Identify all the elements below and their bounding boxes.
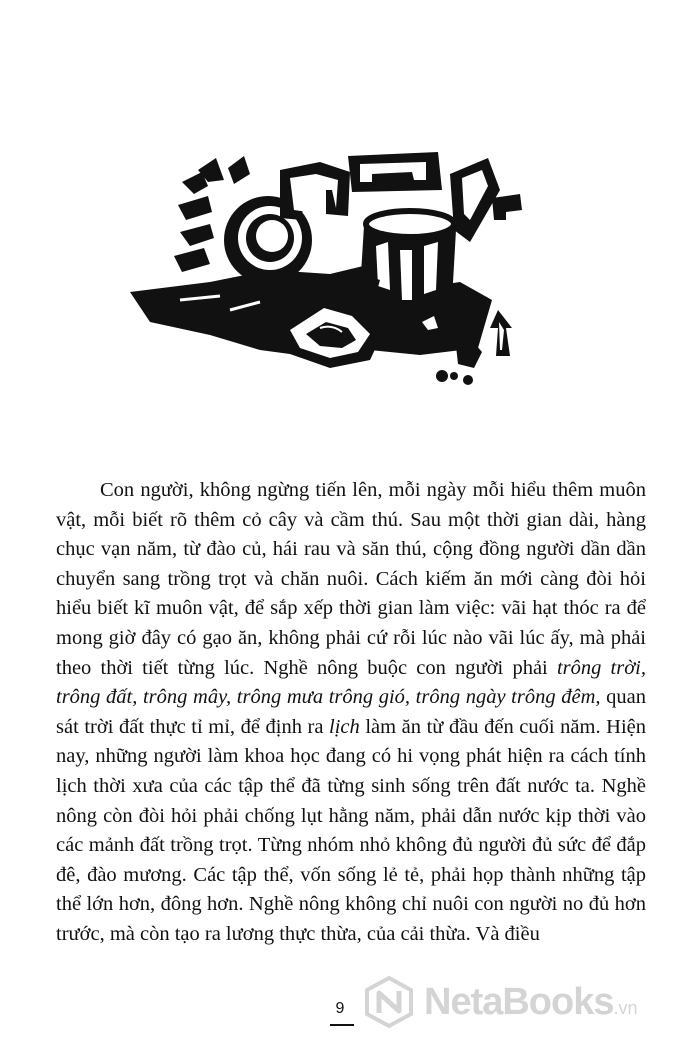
body-text <box>56 476 646 950</box>
paragraph-italic-term: lịch <box>329 715 360 738</box>
netabooks-logo-icon <box>362 975 416 1029</box>
artifacts-illustration <box>120 150 540 400</box>
watermark-brand: NetaBooks <box>424 980 614 1023</box>
paragraph-segment: quan sát trời đất thực tỉ mỉ, để định ra <box>56 686 646 738</box>
page-number: 9 <box>335 1000 345 1017</box>
paragraph <box>56 476 646 950</box>
paragraph-italic-segment: trông trời, trông đất, trông mây, trông mưa trông gió, trông ngày trông đêm, <box>56 656 646 709</box>
watermark-suffix: .vn <box>613 998 638 1018</box>
page-number-rule <box>330 1024 354 1026</box>
paragraph-segment: Con người, không ngừng tiến lên, mỗi ngày mỗi hiểu thêm muôn vật, mỗi biết rõ thêm cỏ cây và cầm thú. Sau một thời gian dài, hàng chục vạn năm, từ đào củ, hái rau và săn thú, cộng đồng người dần dần chuyển sang trồng trọt và chăn nuôi. Cách kiếm ăn mới càng đòi hỏi hiểu biết kĩ muôn vật, để sắp xếp thời gian làm việc: vãi hạt thóc ra để mong giờ đây có gạo ăn, không phải cứ rỗi lúc nào vãi lúc ấy, mà phải theo thời tiết từng lúc. Nghề nông buộc con người phải <box>56 479 646 679</box>
paragraph-segment: làm ăn từ đầu đến cuối năm. Hiện nay, những người làm khoa học đang có hi vọng phát hiện ra cách tính lịch thời xưa của các tập thể đã từng sinh sống trên đất nước ta. Nghề nông còn đòi hỏi phải chống lụt hằng năm, phải dẫn nước kịp thời vào các mảnh đất trồng trọt. Từng nhóm nhỏ không đủ người đủ sức để đắp đê, đào mương. Các tập thể, vốn sống lẻ tẻ, phải họp thành những tập thể lớn hơn, đông hơn. Nghề nông không chỉ nuôi con người no đủ hơn trước, mà còn tạo ra lương thực thừa, của cải thừa. Và điều <box>56 715 646 945</box>
netabooks-watermark <box>362 975 692 1029</box>
